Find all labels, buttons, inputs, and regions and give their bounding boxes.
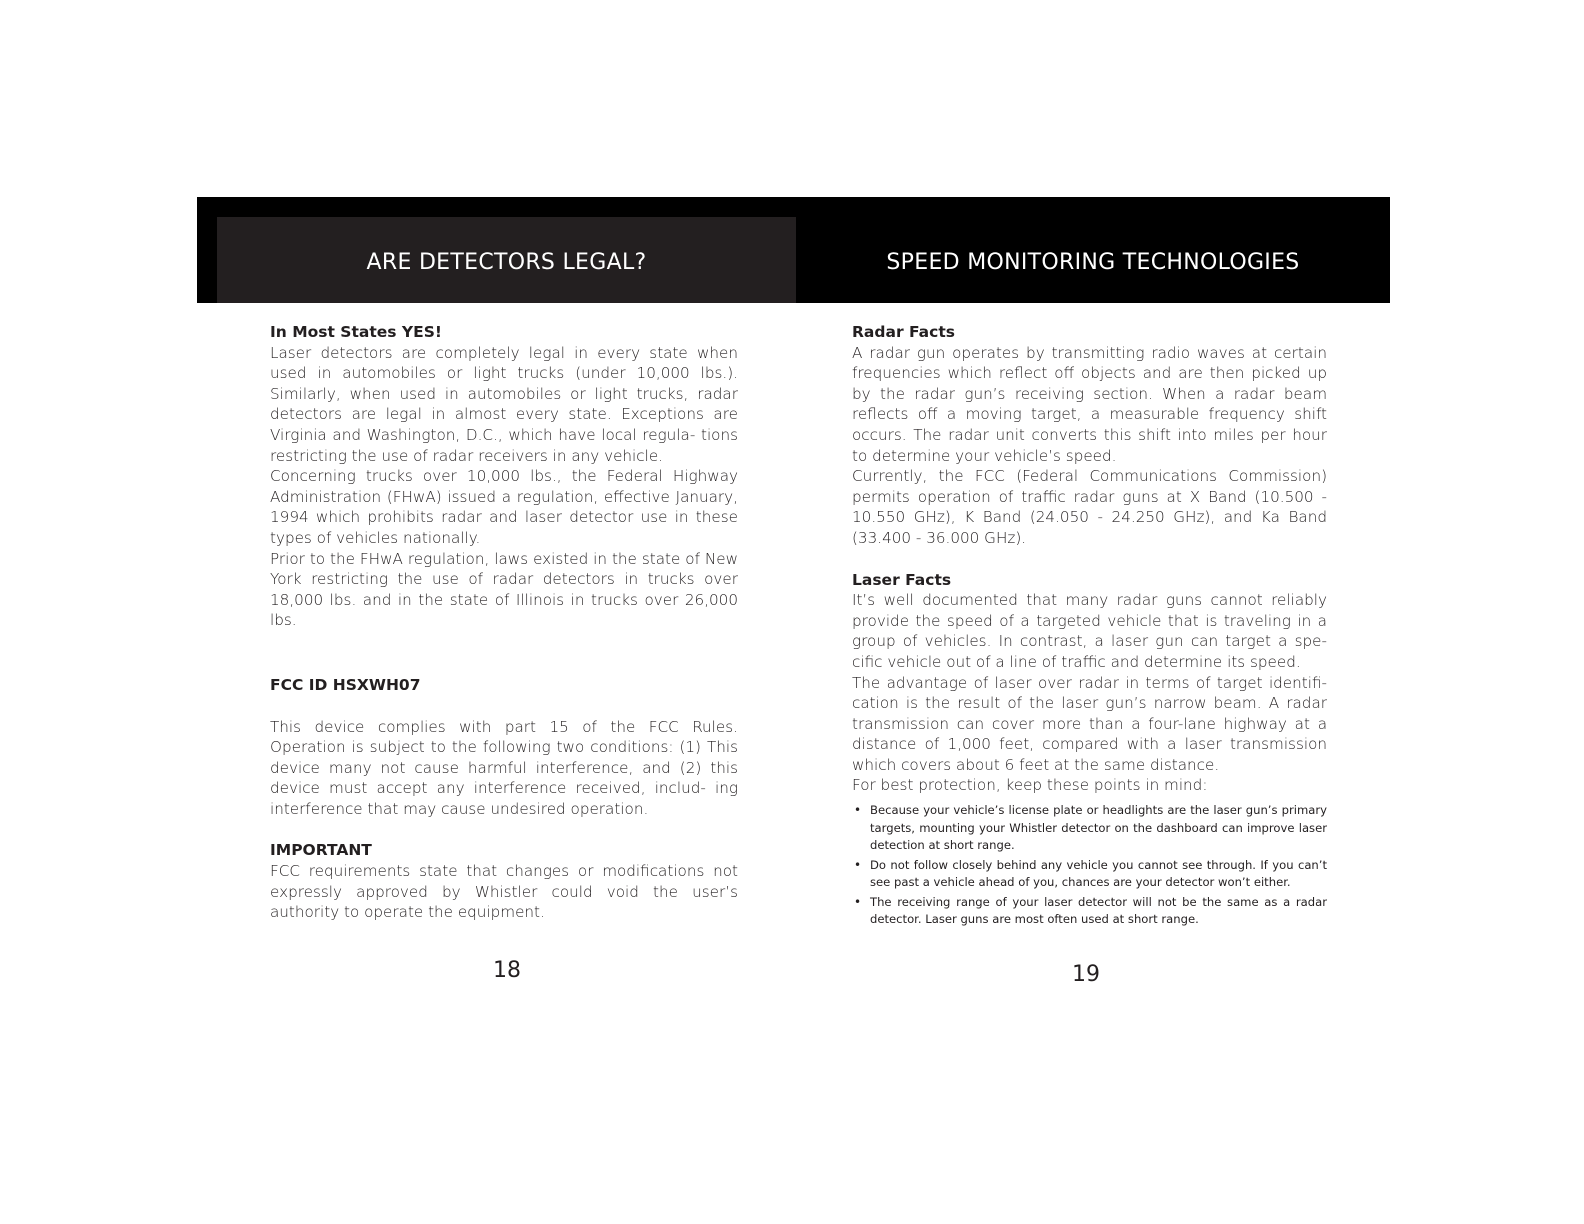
protection-tips-list: [852, 802, 1327, 929]
laser-paragraph-1: It’s well documented that many radar guns cannot reliably provide the speed of a targeted vehicle that is traveling in a group of vehicles. In contrast, a laser gun can target a spe- cific vehicle out of a line of traffic and determine its speed.: [852, 591, 1327, 671]
laser-facts-heading: Laser Facts: [852, 570, 952, 589]
page-number-right: 19: [1072, 962, 1100, 987]
bullet-icon: •: [854, 857, 862, 872]
left-page-content: [270, 322, 738, 923]
list-item: [852, 857, 1327, 892]
laser-paragraph-3: For best protection, keep these points in mind:: [852, 776, 1208, 795]
left-page-header: ARE DETECTORS LEGAL?: [366, 250, 647, 275]
list-item-text: The receiving range of your laser detector will not be the same as a radar detector. Laser guns are most often used at short range.: [870, 894, 1327, 927]
legal-paragraph-2: Concerning trucks over 10,000 lbs., the Federal Highway Administration (FHwA) issued a regulation, effective January, 1994 which prohibits radar and laser detector use in these types of vehicles nationally.: [270, 467, 738, 547]
list-item: [852, 802, 1327, 855]
radar-paragraph-1: A radar gun operates by transmitting radio waves at certain frequencies which reflect off objects and are then picked up by the radar gun’s receiving section. When a radar beam reflects off a moving target, a measurable frequency shift occurs. The radar unit converts this shift into miles per hour to determine your vehicle’s speed.: [852, 343, 1327, 465]
legal-paragraph-1: Laser detectors are completely legal in every state when used in automobiles or light trucks (under 10,000 lbs.). Similarly, when used in automobiles or light trucks, radar detectors are legal in almost every state. Exceptions are Virginia and Washington, D.C., which have local regula- tions restricting the use of radar receivers in any vehicle.: [270, 343, 738, 465]
list-item-text: Because your vehicle’s license plate or headlights are the laser gun’s primary targets, mounting your Whistler detector on the dashboard can improve laser detection at short range.: [870, 803, 1327, 853]
list-item-text: Do not follow closely behind any vehicle you cannot see through. If you can’t see past a vehicle ahead of you, chances are your detector won’t either.: [870, 857, 1327, 890]
bullet-icon: •: [854, 803, 862, 818]
list-item: [852, 894, 1327, 929]
right-page-header: SPEED MONITORING TECHNOLOGIES: [886, 250, 1300, 275]
important-heading: IMPORTANT: [270, 841, 372, 860]
legal-heading: In Most States YES!: [270, 323, 442, 341]
radar-paragraph-2: Currently, the FCC (Federal Communications Commission) permits operation of traffic radar guns at X Band (10.500 - 10.550 GHz), K Band (24.050 - 24.250 GHz), and Ka Band (33.400 - 36.000 GHz).: [852, 467, 1327, 547]
right-page-content: [852, 322, 1327, 931]
radar-facts-heading: Radar Facts: [852, 323, 955, 341]
legal-paragraph-3: Prior to the FHwA regulation, laws existed in the state of New York restricting the use of radar detectors in trucks over 18,000 lbs. and in the state of Illinois in trucks over 26,000 lbs.: [270, 549, 738, 630]
fcc-id-heading: FCC ID HSXWH07: [270, 675, 421, 694]
important-paragraph: FCC requirements state that changes or modifications not expressly approved by Whistler could void the user’s authority to operate the equipment.: [270, 862, 738, 922]
fcc-compliance-paragraph: This device complies with part 15 of the FCC Rules. Operation is subject to the following two conditions: (1) This device many not cause harmful interference, and (2) this device must accept any interference received, includ- ing interference that may cause undesired operation.: [270, 717, 738, 818]
bullet-icon: •: [854, 894, 862, 909]
laser-paragraph-2: The advantage of laser over radar in terms of target identifi- cation is the result of the laser gun’s narrow beam. A radar transmission can cover more than a four-lane highway at a distance of 1,000 feet, compared with a laser transmission which covers about 6 feet at the same distance.: [852, 673, 1327, 774]
page-number-left: 18: [493, 958, 521, 983]
